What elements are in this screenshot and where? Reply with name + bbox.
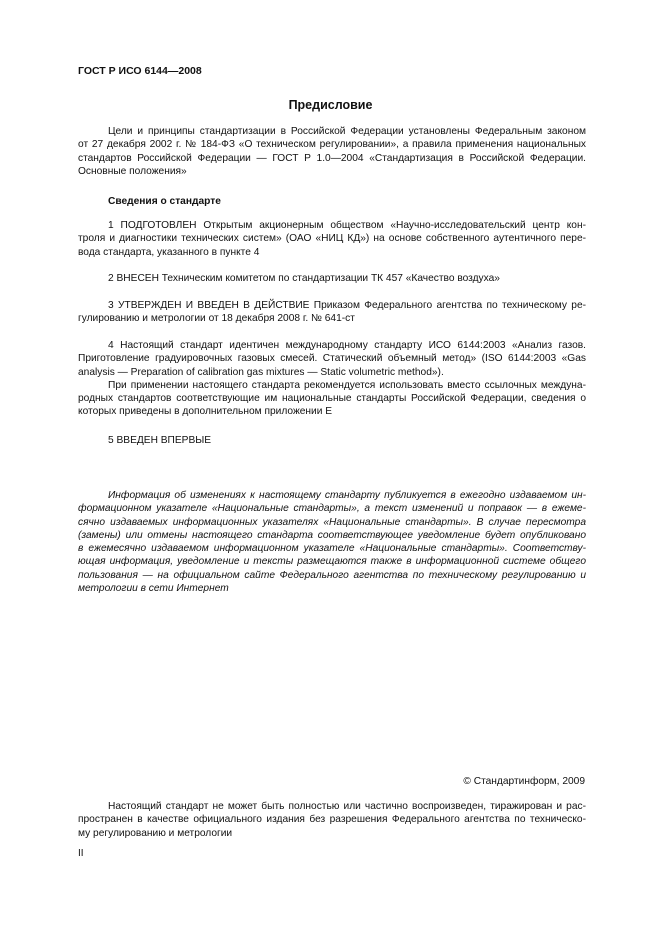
page-number: II [78, 848, 84, 859]
section-subheading: Сведения о стандарте [108, 196, 221, 207]
text-line: троля и диагностики технических систем» (ОАО «НИЦ КД») на основе собственного аутентичного пере- [78, 233, 586, 245]
text-line: При применении настоящего стандарта рекомендуется использовать вместо ссылочных междуна- [108, 379, 586, 391]
text-line: 2 ВНЕСЕН Техническим комитетом по стандартизации ТК 457 «Качество воздуха» [108, 273, 500, 284]
amendments-info-paragraph [78, 489, 586, 595]
text-line: 3 УТВЕРЖДЕН И ВВЕДЕН В ДЕЙСТВИЕ Приказом Федерального агентства по техническому ре- [108, 300, 586, 311]
text-line: формационном указателе «Национальные стандарты», а текст изменений и поправок — в ежеме- [78, 503, 586, 515]
text-line: 4 Настоящий стандарт идентичен международному стандарту ИСО 6144:2003 «Анализ газов. [108, 340, 586, 351]
text-line: 5 ВВЕДЕН ВПЕРВЫЕ [108, 435, 212, 446]
text-line: в ежемесячно издаваемом информационном указателе «Национальные стандарты». Соответству- [78, 543, 586, 555]
copyright-notice: © Стандартинформ, 2009 [463, 776, 585, 787]
text-line: Информация об изменениях к настоящему стандарту публикуется в ежегодно издаваемом ин- [108, 490, 586, 501]
text-line: которых приведены в дополнительном приложении Е [78, 406, 333, 418]
text-line: метрологии в сети Интернет [78, 583, 229, 595]
text-line: сячно издаваемых информационных указателях «Национальные стандарты». В случае пересмотра [78, 516, 586, 528]
text-line: му регулированию и метрологии [78, 827, 233, 839]
text-line: стандартов Российской Федерации — ГОСТ Р 1.0—2004 «Стандартизация в Российской Федерации. [78, 152, 586, 164]
item-1-paragraph [78, 219, 586, 259]
text-line: пользования — на официальном сайте Федерального агентства по техническому регулированию и [78, 569, 586, 581]
text-line: вода стандарта, указанного в пункте 4 [78, 246, 260, 258]
reproduction-notice [78, 800, 586, 840]
document-header: ГОСТ Р ИСО 6144—2008 [78, 65, 202, 77]
item-3-paragraph [78, 299, 586, 326]
item-2-paragraph [78, 272, 586, 285]
intro-paragraph [78, 125, 586, 178]
text-line: пространен в качестве официального издания без разрешения Федерального агентства по техническо- [78, 814, 586, 826]
text-line: (замены) или отмены настоящего стандарта соответствующее уведомление будет опубликовано [78, 529, 586, 541]
item-5-paragraph [78, 434, 586, 447]
item-4-paragraph [78, 339, 586, 419]
text-line: ющая информация, уведомление и тексты размещаются также в информационной системе общего [78, 556, 586, 568]
text-line: родных стандартов соответствующие им национальные стандарты Российской Федерации, сведения о [78, 393, 586, 405]
text-line: Приготовление градуировочных газовых смесей. Статический объемный метод» (ISO 6144:2003 «Gas [78, 353, 586, 365]
text-line: Настоящий стандарт не может быть полностью или частично воспроизведен, тиражирован и рас- [108, 801, 586, 812]
text-line: analysis — Preparation of calibration gas mixtures — Static volumetric method»). [78, 366, 444, 378]
text-line: Цели и принципы стандартизации в Российской Федерации установлены Федеральным законом [108, 126, 586, 137]
text-line: Основные положения» [78, 165, 187, 177]
text-line: от 27 декабря 2002 г. № 184-ФЗ «О техническом регулировании», а правила применения национальных [78, 139, 586, 151]
page-title: Предисловие [288, 98, 373, 112]
text-line: 1 ПОДГОТОВЛЕН Открытым акционерным обществом «Научно-исследовательский центр кон- [108, 220, 586, 231]
text-line: гулированию и метрологии от 18 декабря 2008 г. № 641-ст [78, 313, 355, 325]
